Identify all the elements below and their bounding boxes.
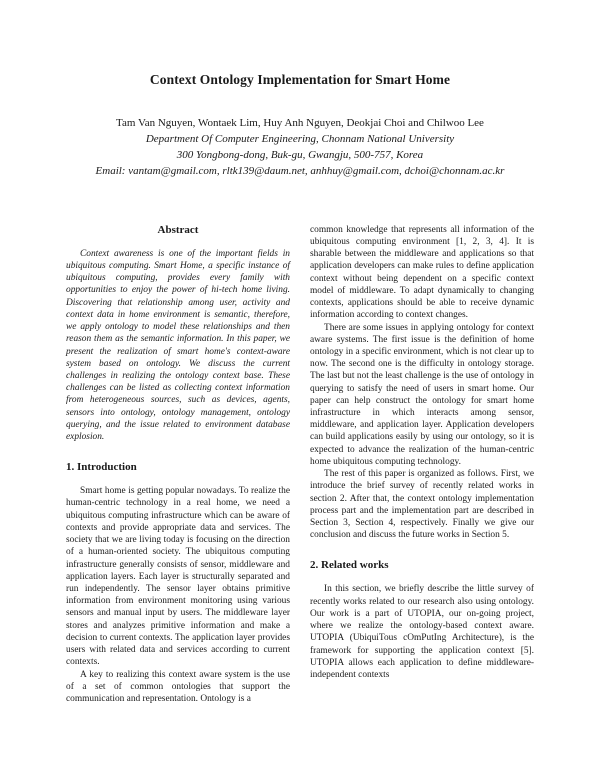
- paper-organization-paragraph: The rest of this paper is organized as follows. First, we introduce the brief survey of recently related works in section 2. After that, the context ontology implementation process part and the implementation part are described in Section 3, Section 4, respectively. Finally we give our conclusion and discuss the future works in Section 5.: [310, 469, 534, 541]
- email-line: Email: vantam@gmail.com, rltk139@daum.net, anhhuy@gmail.com, dchoi@chonnam.ac.kr: [95, 164, 505, 177]
- two-column-body: [66, 224, 534, 705]
- introduction-heading: 1. Introduction: [66, 461, 137, 474]
- paper-title: Context Ontology Implementation for Smart Home: [149, 72, 451, 87]
- authors-line: Tam Van Nguyen, Wontaek Lim, Huy Anh Nguyen, Deokjai Choi and Chilwoo Lee: [116, 117, 484, 129]
- abstract-heading: Abstract: [157, 223, 199, 236]
- intro-paragraph-1: Smart home is getting popular nowadays. To realize the human-centric technology in a real home, we need a ubiquitous computing infrastructure which can be aware of contexts and provide appropriate data and services. The society that we are living today is focusing on the direction of a human-oriented society. The ubiquitous computing infrastructure generally consists of sensor, middleware and application layers. Each layer is structurally separated and run independently. The sensor layer obtains primitive information from environment monitoring using various sensors and manual input by users. The middleware layer stores and analyzes primitive information and make a decision to current contexts. The application layer provides users with related data and services according to current contexts.: [66, 486, 290, 668]
- affiliation-line: Department Of Computer Engineering, Chonnam National University: [145, 132, 455, 145]
- continuation-paragraph: common knowledge that represents all information of the ubiquitous computing environment [1, 2, 3, 4]. It is sharable between the middleware and applications so that application developers can make rules to define application context without being dependent on a specific context model of middleware. To adapt dynamically to changing contexts, applications should be able to receive dynamic information according to context changes.: [310, 224, 534, 321]
- address-line: 300 Yongbong-dong, Buk-gu, Gwangju, 500-757, Korea: [176, 148, 424, 161]
- related-works-paragraph: In this section, we briefly describe the little survey of recently works related to our research also using ontology. Our work is a part of UTOPIA, our on-going project, where we realize the ontology-based context aware. UTOPIA (UbiquiTous cOmPutIng Architecture), is the framework for supporting the application context [5]. UTOPIA allows each application to define middleware-independent contexts: [310, 584, 534, 680]
- left-column: [66, 224, 290, 705]
- abstract-paragraph: Context awareness is one of the important fields in ubiquitous computing. Smart Home, a specific instance of ubiquitous computing, provides every family with opportunities to enjoy the power of hi-tech home living. Discovering that relationship among user, activity and context data in home environment is semantic, therefore, we apply ontology to model these relationships and then reason them as the semantic information. In this paper, we present the realization of smart home's context-aware system based on ontology. We discuss the current challenges in realizing the ontology context base. These challenges can be listed as collecting context information from heterogeneous sources, such as devices, agents, sensors into ontology, ontology management, ontology querying, and the issue related to environment database explosion.: [66, 248, 290, 443]
- intro-paragraph-2: A key to realizing this context aware system is the use of a set of common ontologies that support the communication and representation. Ontology is a: [66, 669, 290, 704]
- author-block: [66, 116, 534, 180]
- right-column: [310, 224, 534, 705]
- related-works-heading: 2. Related works: [310, 559, 389, 572]
- issues-paragraph: There are some issues in applying ontology for context aware systems. The first issue is the definition of home ontology in a specific environment, which is not clear up to now. The second one is the difficulty in ontology storage. The last but not the least challenge is the use of ontology in querying to satisfy the need of users in smart home. Our paper can help construct the ontology for smart home infrastructure in which interacts among sensor, middleware, and application layer. Application developers can build applications easily by using our ontology, so it is expected to advance the realization of the human-centric home ubiquitous computing technology.: [310, 322, 534, 467]
